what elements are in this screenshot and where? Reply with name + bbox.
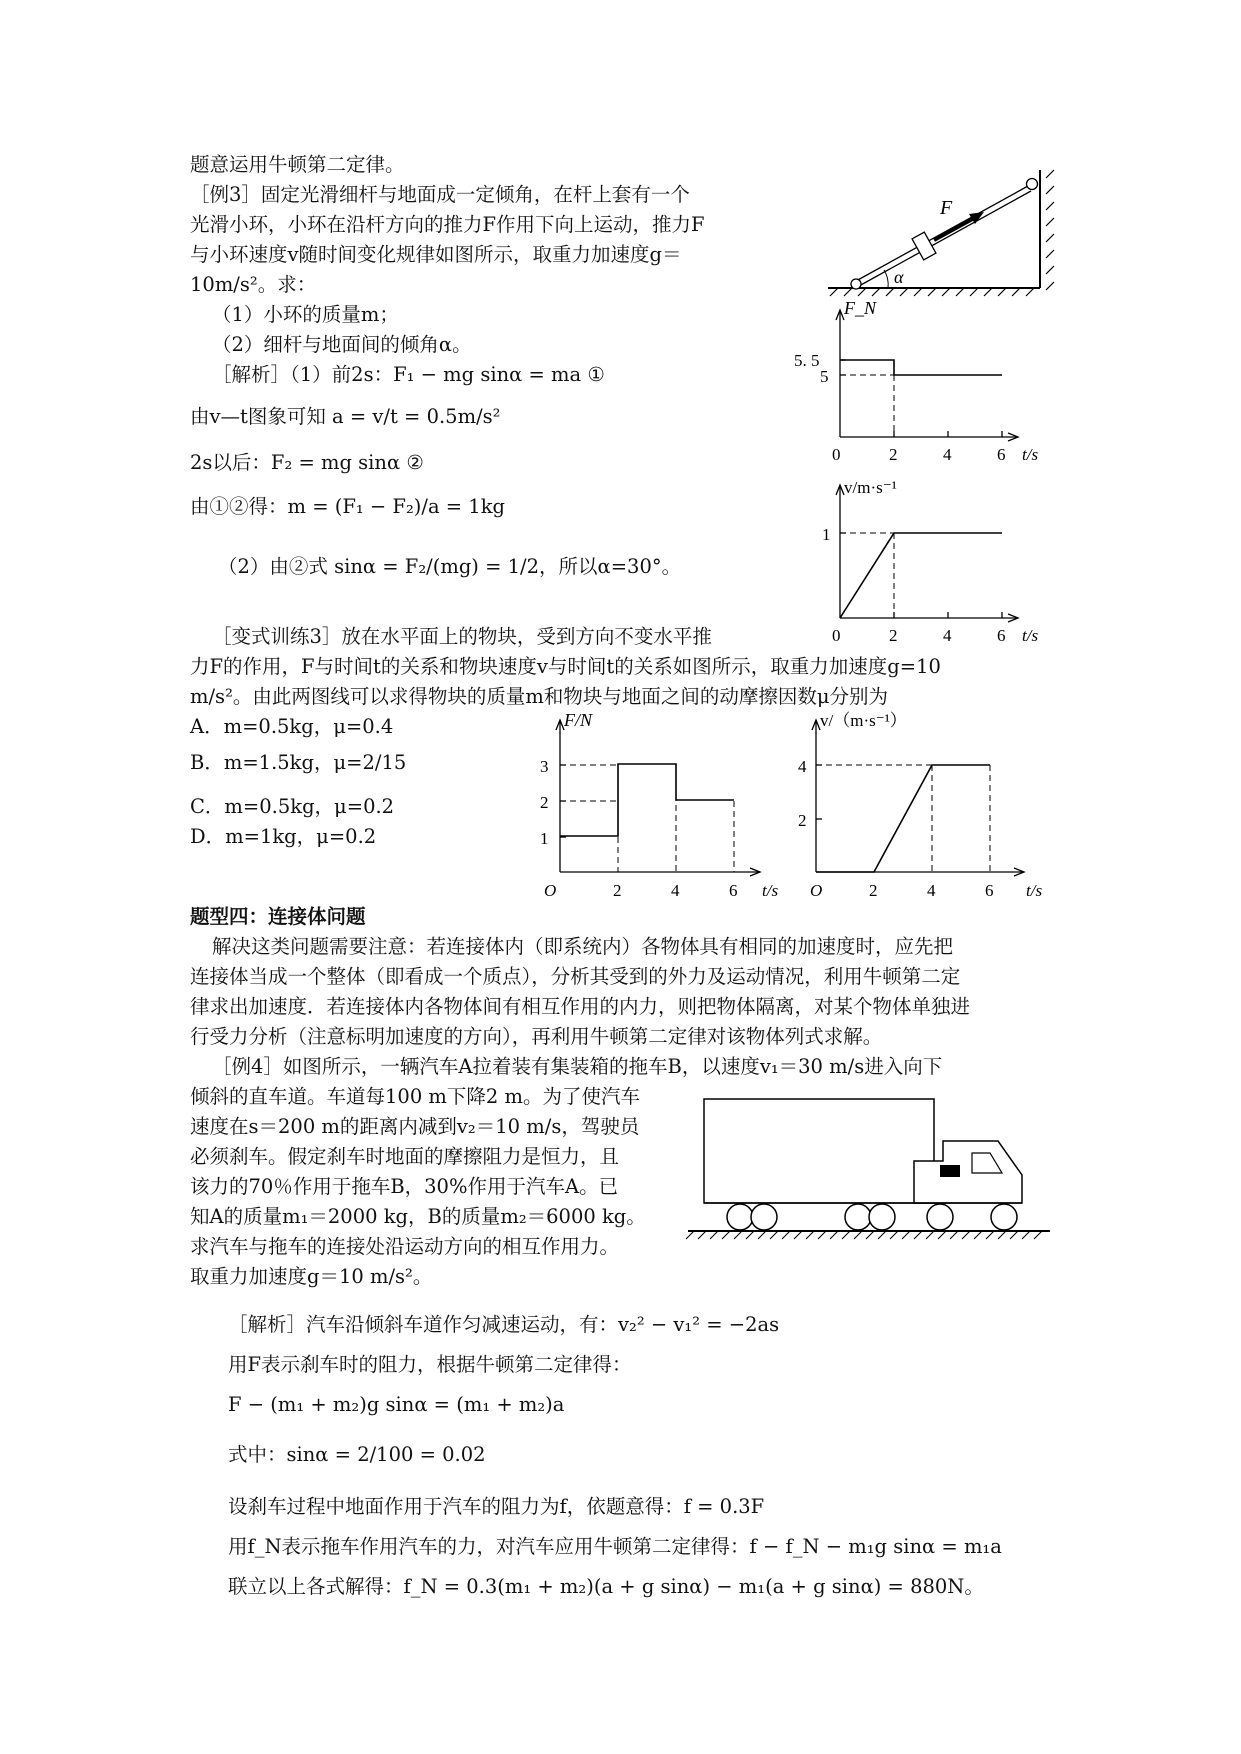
solution-line: 由v—t图象可知 a = v/t = 0.5m/s²: [190, 405, 501, 428]
ft2-xtick-2: 2: [613, 881, 622, 900]
ft1-ytick-5: 5: [820, 367, 829, 386]
vt2-xlabel: t/s: [1026, 881, 1043, 900]
ft2-ytick-1: 1: [540, 829, 549, 848]
vt1-xlabel: t/s: [1022, 626, 1039, 645]
rod-diagram: [828, 170, 1058, 300]
example4-line: 速度在s＝200 m的距离内减到v₂＝10 m/s，驾驶员: [190, 1115, 640, 1138]
ft1-xtick-4: 4: [943, 445, 952, 464]
series-polyline: [560, 764, 734, 836]
example4-line: 该力的70％作用于拖车B，30%作用于汽车A。已: [190, 1175, 619, 1198]
vt1-xtick-6: 6: [997, 626, 1006, 645]
text-line: 题意运用牛顿第二定律。: [190, 153, 405, 176]
series-polyline: [816, 765, 990, 872]
solution4-line: 联立以上各式解得：f_N = 0.3(m₁ + m₂)(a + g sinα) − m₁(a + g sinα) = 880N。: [228, 1575, 984, 1598]
ft2-xtick-o: O: [544, 881, 557, 900]
example4-line: 取重力加速度g＝10 m/s²。: [190, 1265, 433, 1288]
vt2-ytick-2: 2: [798, 811, 807, 830]
paragraph-line: 解决这类问题需要注意：若连接体内（即系统内）各物体具有相同的加速度时，应先把: [212, 935, 954, 958]
ft1-ytick-5.5: 5. 5: [794, 351, 820, 370]
ft-graph-1: [790, 300, 1060, 470]
solution4-line: 式中：sinα = 2/100 = 0.02: [228, 1443, 486, 1466]
variant3-line: ［变式训练3］放在水平面上的物块，受到方向不变水平推: [212, 625, 712, 648]
vt1-xtick-4: 4: [943, 626, 952, 645]
vt2-xtick-4: 4: [927, 881, 936, 900]
example3-line: 光滑小环，小环在沿杆方向的推力F作用下向上运动，推力F: [190, 213, 705, 236]
example3-line: ［例3］固定光滑细杆与地面成一定倾角，在杆上套有一个: [190, 183, 690, 206]
example4-line: 求汽车与拖车的连接处沿运动方向的相互作用力。: [190, 1235, 620, 1258]
option-d: D．m=1kg，μ=0.2: [190, 825, 377, 848]
option-b: B．m=1.5kg，μ=2/15: [190, 751, 407, 774]
variant3-line: 力F的作用，F与时间t的关系和物块速度v与时间t的关系如图所示，取重力加速度g=10: [190, 655, 941, 678]
paragraph-line: 行受力分析（注意标明加速度的方向），再利用牛顿第二定律对该物体列式求解。: [190, 1025, 883, 1048]
vt-graph-1: [790, 475, 1060, 645]
vt2-ytick-4: 4: [798, 757, 807, 776]
ft1-ylabel: F_N: [844, 298, 877, 318]
ft-series-line: [840, 360, 1002, 375]
ft1-xtick-6: 6: [997, 445, 1006, 464]
vt2-xtick-o: O: [810, 881, 823, 900]
vt-series-line: [840, 533, 1002, 618]
option-a: A．m=0.5kg，μ=0.4: [190, 715, 394, 738]
force-label: F: [940, 197, 953, 219]
ft2-ylabel: F/N: [564, 710, 593, 730]
section-heading: 题型四：连接体问题: [190, 905, 366, 928]
vt1-ytick-1: 1: [822, 525, 831, 544]
series-polyline: [840, 533, 1002, 618]
example3-line: 与小环速度v随时间变化规律如图所示，取重力加速度g＝: [190, 243, 682, 266]
vt-series-line: [816, 765, 990, 872]
example4-line: 倾斜的直车道。车道每100 m下降2 m。为了使汽车: [190, 1085, 641, 1108]
vt1-xtick-0: 0: [832, 626, 841, 645]
paragraph-line: 律求出加速度．若连接体内各物体间有相互作用的内力，则把物体隔离，对某个物体单独进: [190, 995, 971, 1018]
solution-line: 由①②得：m = (F₁ − F₂)/a = 1kg: [190, 495, 506, 518]
ft2-ytick-2: 2: [540, 793, 549, 812]
solution-line: ［解析］（1）前2s：F₁ − mg sinα = ma ①: [212, 363, 605, 386]
solution4-line: 设刹车过程中地面作用于汽车的阻力为f，依题意得：f = 0.3F: [228, 1495, 765, 1518]
ft1-xtick-2: 2: [889, 445, 898, 464]
ft2-xtick-4: 4: [671, 881, 680, 900]
example4-line: ［例4］如图所示，一辆汽车A拉着装有集装箱的拖车B，以速度v₁＝30 m/s进入向下: [212, 1055, 943, 1078]
vt1-xtick-2: 2: [889, 626, 898, 645]
ft-graph-2: [520, 712, 800, 902]
ft1-xlabel: t/s: [1022, 445, 1039, 464]
series-polyline: [840, 360, 1002, 375]
solution-line: （2）由②式 sinα = F₂/(mg) = 1/2，所以α=30°。: [218, 555, 682, 578]
ft2-xlabel: t/s: [762, 881, 779, 900]
container-box: [704, 1099, 934, 1203]
solution4-line: 用f_N表示拖车作用汽车的力，对汽车应用牛顿第二定律得：f − f_N − m₁g sinα = m₁a: [228, 1535, 1002, 1558]
angle-label: α: [894, 267, 904, 287]
example3-line: 10m/s²。求：: [190, 273, 317, 296]
vt2-xtick-6: 6: [985, 881, 994, 900]
vt2-xtick-2: 2: [869, 881, 878, 900]
solution-line: 2s以后：F₂ = mg sinα ②: [190, 451, 424, 474]
variant3-line: m/s²。由此两图线可以求得物块的质量m和物块与地面之间的动摩擦因数μ分别为: [190, 685, 889, 708]
question-2: （2）细杆与地面间的倾角α。: [212, 333, 472, 356]
solution4-line: 用F表示刹车时的阻力，根据牛顿第二定律得：: [228, 1353, 632, 1376]
option-c: C．m=0.5kg，μ=0.2: [190, 795, 395, 818]
vt-graph-2: [790, 712, 1070, 902]
ft-series-line: [560, 764, 734, 836]
question-1: （1）小环的质量m；: [212, 303, 399, 326]
solution4-line: ［解析］汽车沿倾斜车道作匀减速运动，有：v₂² − v₁² = −2as: [228, 1313, 780, 1336]
solution4-line: F − (m₁ + m₂)g sinα = (m₁ + m₂)a: [228, 1393, 565, 1416]
example4-line: 必须刹车。假定刹车时地面的摩擦阻力是恒力，且: [190, 1145, 620, 1168]
example4-line: 知A的质量m₁＝2000 kg，B的质量m₂＝6000 kg。: [190, 1205, 646, 1228]
ft1-xtick-0: 0: [832, 445, 841, 464]
vt2-ylabel: v/（m·s⁻¹）: [820, 711, 907, 730]
paragraph-line: 连接体当成一个整体（即看成一个质点），分析其受到的外力及运动情况，利用牛顿第二定: [190, 965, 961, 988]
vt1-ylabel: v/m·s⁻¹: [844, 478, 897, 497]
wheels: [727, 1204, 1017, 1230]
truck-diagram: [688, 1085, 1058, 1245]
ft2-ytick-3: 3: [540, 757, 549, 776]
ft2-xtick-6: 6: [729, 881, 738, 900]
